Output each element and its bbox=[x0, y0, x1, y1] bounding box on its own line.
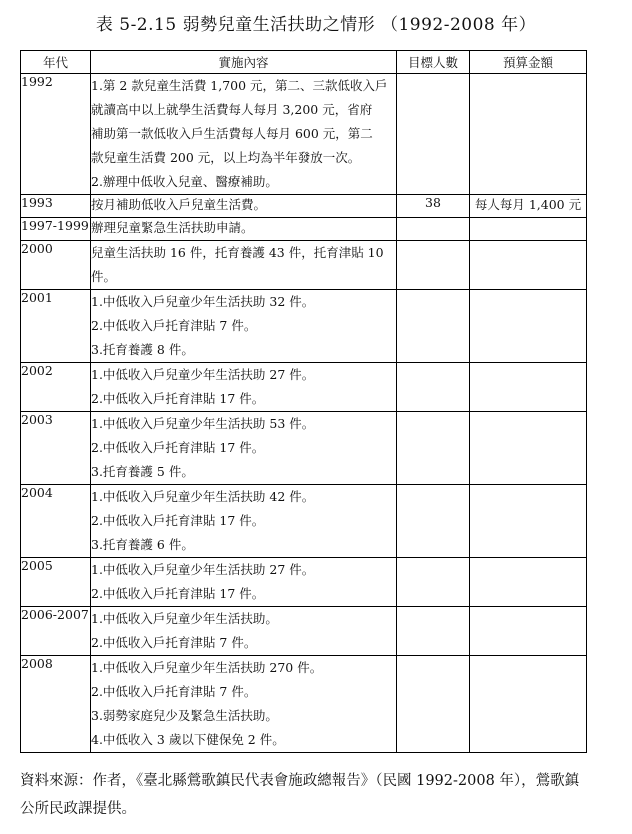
year-cell: 1997-1999 bbox=[21, 218, 91, 241]
header-content: 實施內容 bbox=[91, 51, 397, 74]
content-cell bbox=[91, 363, 397, 412]
table-row bbox=[21, 607, 587, 656]
welfare-table bbox=[20, 50, 587, 753]
year-cell: 2006-2007 bbox=[21, 607, 91, 656]
year-cell: 2004 bbox=[21, 485, 91, 558]
table-row bbox=[21, 558, 587, 607]
target-cell bbox=[397, 363, 470, 412]
content-line: 2.中低收入戶托育津貼 17 件。 bbox=[91, 586, 265, 601]
content-line: 3.托育養護 8 件。 bbox=[91, 342, 194, 357]
table-row bbox=[21, 290, 587, 363]
content-cell bbox=[91, 607, 397, 656]
content-line: 按月補助低收入戶兒童生活費。 bbox=[91, 197, 267, 212]
budget-cell bbox=[470, 218, 587, 241]
content-line: 2.中低收入戶托育津貼 17 件。 bbox=[91, 391, 265, 406]
table-row bbox=[21, 656, 587, 753]
target-cell bbox=[397, 607, 470, 656]
target-cell: 38 bbox=[397, 195, 470, 218]
content-line: 2.中低收入戶托育津貼 17 件。 bbox=[91, 513, 265, 528]
content-line: 兒童生活扶助 16 件，托育養護 43 件，托育津貼 10 bbox=[91, 245, 384, 260]
content-line: 1.第 2 款兒童生活費 1,700 元，第二、三款低收入戶 bbox=[91, 78, 388, 93]
content-cell bbox=[91, 241, 397, 290]
year-cell: 2008 bbox=[21, 656, 91, 753]
year-cell: 1992 bbox=[21, 74, 91, 195]
target-cell bbox=[397, 656, 470, 753]
budget-cell bbox=[470, 607, 587, 656]
content-line: 1.中低收入戶兒童少年生活扶助 42 件。 bbox=[91, 489, 315, 504]
content-line: 1.中低收入戶兒童少年生活扶助。 bbox=[91, 611, 278, 626]
budget-cell bbox=[470, 74, 587, 195]
table-row bbox=[21, 241, 587, 290]
table-row bbox=[21, 195, 587, 218]
budget-cell bbox=[470, 290, 587, 363]
budget-cell bbox=[470, 241, 587, 290]
source-note bbox=[20, 767, 620, 823]
table-row bbox=[21, 218, 587, 241]
year-cell: 2005 bbox=[21, 558, 91, 607]
content-cell bbox=[91, 656, 397, 753]
budget-cell bbox=[470, 656, 587, 753]
header-year: 年代 bbox=[21, 51, 91, 74]
content-cell bbox=[91, 218, 397, 241]
year-cell: 1993 bbox=[21, 195, 91, 218]
content-line: 3.弱勢家庭兒少及緊急生活扶助。 bbox=[91, 708, 278, 723]
year-cell: 2001 bbox=[21, 290, 91, 363]
content-line: 2.中低收入戶托育津貼 7 件。 bbox=[91, 684, 257, 699]
budget-cell: 每人每月 1,400 元 bbox=[470, 195, 587, 218]
content-cell bbox=[91, 412, 397, 485]
table-row bbox=[21, 363, 587, 412]
header-budget: 預算金額 bbox=[470, 51, 587, 74]
year-cell: 2003 bbox=[21, 412, 91, 485]
content-line: 件。 bbox=[91, 269, 117, 284]
target-cell bbox=[397, 485, 470, 558]
table-row bbox=[21, 74, 587, 195]
content-line: 1.中低收入戶兒童少年生活扶助 32 件。 bbox=[91, 294, 315, 309]
content-line: 2.中低收入戶托育津貼 17 件。 bbox=[91, 440, 265, 455]
content-line: 4.中低收入 3 歲以下健保免 2 件。 bbox=[91, 732, 285, 747]
source-line: 公所民政課提供。 bbox=[20, 801, 136, 817]
table-title: 表 5-2.15 弱勢兒童生活扶助之情形 （1992-2008 年） bbox=[95, 15, 537, 35]
content-cell bbox=[91, 485, 397, 558]
target-cell bbox=[397, 412, 470, 485]
content-line: 款兒童生活費 200 元，以上均為半年發放一次。 bbox=[91, 150, 361, 165]
budget-cell bbox=[470, 558, 587, 607]
table-row bbox=[21, 412, 587, 485]
content-cell bbox=[91, 558, 397, 607]
source-line: 資料來源：作者，《臺北縣鶯歌鎮民代表會施政總報告》（民國 1992-2008 年），鶯歌鎮 bbox=[20, 773, 580, 789]
target-cell bbox=[397, 218, 470, 241]
content-line: 3.托育養護 6 件。 bbox=[91, 537, 194, 552]
budget-cell bbox=[470, 485, 587, 558]
content-line: 2.中低收入戶托育津貼 7 件。 bbox=[91, 318, 257, 333]
content-line: 辦理兒童緊急生活扶助申請。 bbox=[91, 220, 254, 235]
table-row bbox=[21, 485, 587, 558]
content-cell bbox=[91, 74, 397, 195]
content-line: 1.中低收入戶兒童少年生活扶助 270 件。 bbox=[91, 660, 323, 675]
content-cell bbox=[91, 195, 397, 218]
target-cell bbox=[397, 558, 470, 607]
content-line: 2.中低收入戶托育津貼 7 件。 bbox=[91, 635, 257, 650]
target-cell bbox=[397, 241, 470, 290]
budget-cell bbox=[470, 412, 587, 485]
header-row bbox=[21, 51, 587, 74]
content-line: 3.托育養護 5 件。 bbox=[91, 464, 194, 479]
content-line: 補助第一款低收入戶生活費每人每月 600 元，第二 bbox=[91, 126, 373, 141]
target-cell bbox=[397, 74, 470, 195]
content-line: 2.辦理中低收入兒童、醫療補助。 bbox=[91, 174, 278, 189]
content-line: 1.中低收入戶兒童少年生活扶助 53 件。 bbox=[91, 416, 315, 431]
year-cell: 2002 bbox=[21, 363, 91, 412]
budget-cell bbox=[470, 363, 587, 412]
content-cell bbox=[91, 290, 397, 363]
content-line: 1.中低收入戶兒童少年生活扶助 27 件。 bbox=[91, 367, 315, 382]
target-cell bbox=[397, 290, 470, 363]
content-line: 1.中低收入戶兒童少年生活扶助 27 件。 bbox=[91, 562, 315, 577]
header-target: 目標人數 bbox=[397, 51, 470, 74]
year-cell: 2000 bbox=[21, 241, 91, 290]
content-line: 就讀高中以上就學生活費每人每月 3,200 元，省府 bbox=[91, 102, 373, 117]
